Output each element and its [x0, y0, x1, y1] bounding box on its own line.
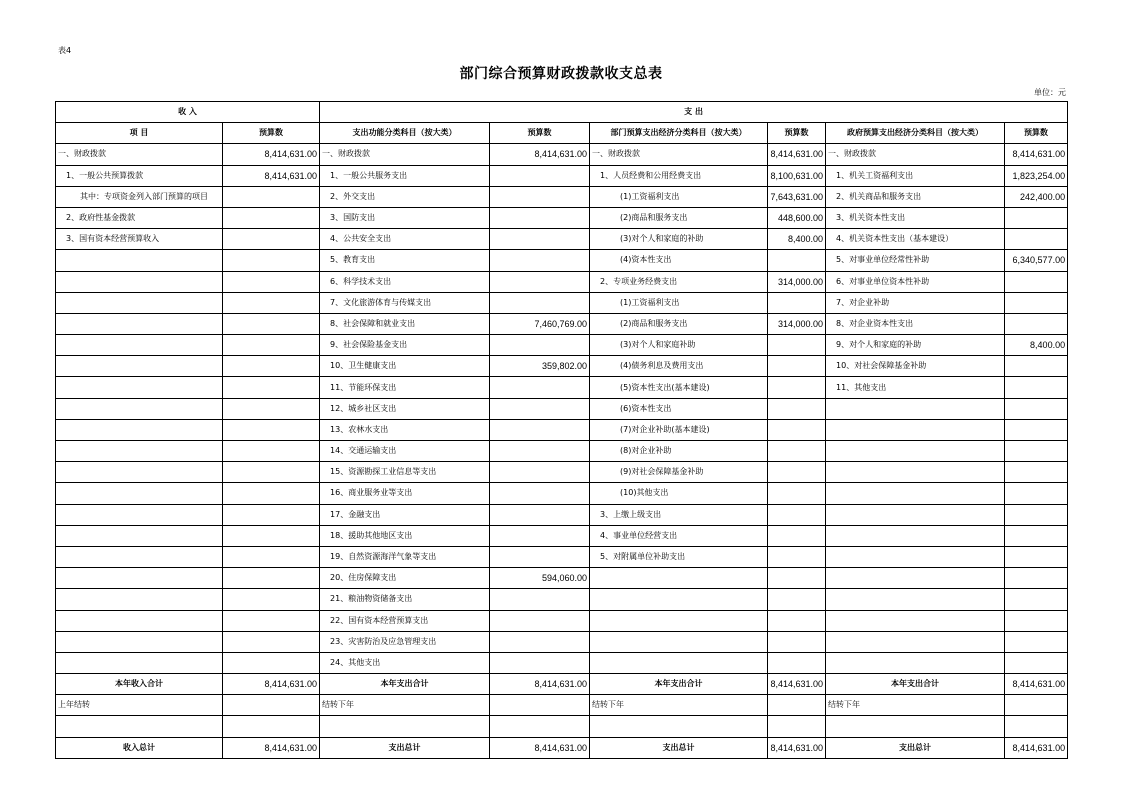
- income-item-cell: [56, 356, 223, 377]
- group-header-row: [56, 102, 1068, 123]
- function-amount-cell: [490, 546, 590, 567]
- gov-econ-item-cell: 1、机关工资福利支出: [826, 165, 1005, 186]
- income-amount-cell: [223, 441, 320, 462]
- gov-econ-item-cell: [826, 419, 1005, 440]
- function-item-cell: 15、资源勘探工业信息等支出: [320, 462, 490, 483]
- function-item-cell: 8、社会保障和就业支出: [320, 313, 490, 334]
- dept-econ-amount-cell: 8,400.00: [768, 229, 826, 250]
- dept-econ-amount-cell: [768, 419, 826, 440]
- dept-econ-amount-cell: 314,000.00: [768, 271, 826, 292]
- income-amount-cell: [223, 589, 320, 610]
- function-item-cell: 12、城乡社区支出: [320, 398, 490, 419]
- dept-econ-item-cell: [590, 631, 768, 652]
- gov-econ-amount-cell: [1005, 652, 1068, 673]
- dept-econ-amount-cell: [768, 398, 826, 419]
- empty-cell: [320, 716, 490, 737]
- income-amount-cell: 8,414,631.00: [223, 144, 320, 165]
- income-item-cell: 本年收入合计: [56, 674, 223, 695]
- function-item-cell: 20、住房保障支出: [320, 568, 490, 589]
- gov-econ-item-cell: [826, 483, 1005, 504]
- gov-econ-amount-cell: [1005, 356, 1068, 377]
- function-amount-cell: 7,460,769.00: [490, 313, 590, 334]
- income-amount-cell: 8,414,631.00: [223, 674, 320, 695]
- dept-econ-item-cell: (2)商品和服务支出: [590, 207, 768, 228]
- income-item-cell: [56, 525, 223, 546]
- gov-econ-item-cell: 2、机关商品和服务支出: [826, 186, 1005, 207]
- function-amount-cell: 8,414,631.00: [490, 737, 590, 758]
- table-row: [56, 165, 1068, 186]
- gov-econ-item-cell: 4、机关资本性支出（基本建设）: [826, 229, 1005, 250]
- dept-econ-item-cell: [590, 589, 768, 610]
- gov-econ-amount-cell: [1005, 568, 1068, 589]
- table-row: [56, 144, 1068, 165]
- income-group-header: 收 入: [56, 102, 320, 123]
- dept-econ-amount-cell: [768, 483, 826, 504]
- gov-econ-item-cell: 结转下年: [826, 695, 1005, 716]
- function-amount-cell: [490, 589, 590, 610]
- column-header: 支出功能分类科目（按大类）: [320, 123, 490, 144]
- function-item-cell: 7、文化旅游体育与传媒支出: [320, 292, 490, 313]
- dept-econ-item-cell: 本年支出合计: [590, 674, 768, 695]
- income-item-cell: [56, 377, 223, 398]
- empty-cell: [768, 716, 826, 737]
- function-item-cell: 1、一般公共服务支出: [320, 165, 490, 186]
- income-item-cell: [56, 292, 223, 313]
- income-item-cell: [56, 483, 223, 504]
- gov-econ-amount-cell: 242,400.00: [1005, 186, 1068, 207]
- gov-econ-amount-cell: [1005, 419, 1068, 440]
- column-header: 预算数: [223, 123, 320, 144]
- dept-econ-item-cell: 结转下年: [590, 695, 768, 716]
- dept-econ-item-cell: (9)对社会保障基金补助: [590, 462, 768, 483]
- function-amount-cell: [490, 271, 590, 292]
- page-title: 部门综合预算财政拨款收支总表: [459, 66, 663, 82]
- function-amount-cell: 8,414,631.00: [490, 674, 590, 695]
- gov-econ-item-cell: 8、对企业资本性支出: [826, 313, 1005, 334]
- table-row: [56, 652, 1068, 673]
- function-amount-cell: [490, 377, 590, 398]
- table-row: [56, 250, 1068, 271]
- function-item-cell: 18、援助其他地区支出: [320, 525, 490, 546]
- dept-econ-amount-cell: [768, 292, 826, 313]
- function-item-cell: 2、外交支出: [320, 186, 490, 207]
- function-amount-cell: [490, 250, 590, 271]
- year-total-row: [56, 674, 1068, 695]
- dept-econ-item-cell: 4、事业单位经营支出: [590, 525, 768, 546]
- income-item-cell: [56, 335, 223, 356]
- function-amount-cell: [490, 483, 590, 504]
- unit-label: 单位：元: [1034, 88, 1066, 97]
- dept-econ-item-cell: 1、人员经费和公用经费支出: [590, 165, 768, 186]
- expense-group-header: 支 出: [320, 102, 1068, 123]
- dept-econ-amount-cell: [768, 652, 826, 673]
- dept-econ-amount-cell: [768, 462, 826, 483]
- income-amount-cell: 8,414,631.00: [223, 165, 320, 186]
- dept-econ-item-cell: [590, 610, 768, 631]
- carry-over-row: [56, 695, 1068, 716]
- income-amount-cell: [223, 207, 320, 228]
- gov-econ-amount-cell: [1005, 441, 1068, 462]
- dept-econ-amount-cell: 448,600.00: [768, 207, 826, 228]
- function-item-cell: 5、教育支出: [320, 250, 490, 271]
- gov-econ-item-cell: [826, 568, 1005, 589]
- table-row: [56, 398, 1068, 419]
- gov-econ-item-cell: [826, 462, 1005, 483]
- function-item-cell: 6、科学技术支出: [320, 271, 490, 292]
- column-header: 预算数: [1005, 123, 1068, 144]
- gov-econ-amount-cell: [1005, 377, 1068, 398]
- gov-econ-amount-cell: [1005, 610, 1068, 631]
- gov-econ-amount-cell: [1005, 398, 1068, 419]
- income-amount-cell: [223, 631, 320, 652]
- dept-econ-amount-cell: 8,414,631.00: [768, 737, 826, 758]
- function-item-cell: 11、节能环保支出: [320, 377, 490, 398]
- gov-econ-amount-cell: [1005, 313, 1068, 334]
- empty-cell: [56, 716, 223, 737]
- gov-econ-amount-cell: [1005, 525, 1068, 546]
- dept-econ-amount-cell: 314,000.00: [768, 313, 826, 334]
- gov-econ-amount-cell: [1005, 504, 1068, 525]
- function-item-cell: 本年支出合计: [320, 674, 490, 695]
- gov-econ-item-cell: 7、对企业补助: [826, 292, 1005, 313]
- income-amount-cell: [223, 652, 320, 673]
- empty-cell: [1005, 716, 1068, 737]
- table-row: [56, 462, 1068, 483]
- function-amount-cell: 8,414,631.00: [490, 144, 590, 165]
- gov-econ-amount-cell: 1,823,254.00: [1005, 165, 1068, 186]
- dept-econ-item-cell: (7)对企业补助(基本建设): [590, 419, 768, 440]
- spacer-row: [56, 716, 1068, 737]
- function-item-cell: 22、国有资本经营预算支出: [320, 610, 490, 631]
- dept-econ-item-cell: (10)其他支出: [590, 483, 768, 504]
- income-amount-cell: [223, 568, 320, 589]
- income-item-cell: [56, 462, 223, 483]
- gov-econ-item-cell: [826, 610, 1005, 631]
- income-amount-cell: [223, 271, 320, 292]
- function-amount-cell: 594,060.00: [490, 568, 590, 589]
- income-amount-cell: [223, 504, 320, 525]
- gov-econ-item-cell: 9、对个人和家庭的补助: [826, 335, 1005, 356]
- function-item-cell: 一、财政拨款: [320, 144, 490, 165]
- gov-econ-amount-cell: 6,340,577.00: [1005, 250, 1068, 271]
- table-row: [56, 504, 1068, 525]
- function-amount-cell: [490, 610, 590, 631]
- function-amount-cell: [490, 631, 590, 652]
- income-amount-cell: [223, 229, 320, 250]
- gov-econ-item-cell: [826, 546, 1005, 567]
- income-item-cell: [56, 631, 223, 652]
- empty-cell: [826, 716, 1005, 737]
- dept-econ-amount-cell: [768, 356, 826, 377]
- income-item-cell: 其中：专项资金列入部门预算的项目: [56, 186, 223, 207]
- table-row: [56, 377, 1068, 398]
- income-item-cell: [56, 313, 223, 334]
- dept-econ-amount-cell: 8,100,631.00: [768, 165, 826, 186]
- income-item-cell: [56, 419, 223, 440]
- function-item-cell: 16、商业服务业等支出: [320, 483, 490, 504]
- column-header-row: [56, 123, 1068, 144]
- dept-econ-item-cell: [590, 652, 768, 673]
- gov-econ-amount-cell: [1005, 589, 1068, 610]
- dept-econ-item-cell: (2)商品和服务支出: [590, 313, 768, 334]
- table-row: [56, 292, 1068, 313]
- function-item-cell: 支出总计: [320, 737, 490, 758]
- dept-econ-amount-cell: [768, 546, 826, 567]
- dept-econ-amount-cell: [768, 695, 826, 716]
- table-row: [56, 186, 1068, 207]
- function-item-cell: 13、农林水支出: [320, 419, 490, 440]
- function-amount-cell: [490, 441, 590, 462]
- function-item-cell: 24、其他支出: [320, 652, 490, 673]
- dept-econ-amount-cell: [768, 525, 826, 546]
- function-amount-cell: [490, 419, 590, 440]
- gov-econ-amount-cell: [1005, 207, 1068, 228]
- dept-econ-amount-cell: [768, 568, 826, 589]
- gov-econ-item-cell: 本年支出合计: [826, 674, 1005, 695]
- income-amount-cell: [223, 398, 320, 419]
- gov-econ-amount-cell: [1005, 483, 1068, 504]
- table-row: [56, 483, 1068, 504]
- income-item-cell: [56, 441, 223, 462]
- empty-cell: [490, 716, 590, 737]
- dept-econ-item-cell: 2、专项业务经费支出: [590, 271, 768, 292]
- gov-econ-amount-cell: 8,414,631.00: [1005, 737, 1068, 758]
- income-item-cell: 上年结转: [56, 695, 223, 716]
- table-row: [56, 229, 1068, 250]
- income-item-cell: [56, 398, 223, 419]
- income-item-cell: 一、财政拨款: [56, 144, 223, 165]
- dept-econ-item-cell: (3)对个人和家庭补助: [590, 335, 768, 356]
- column-header: 项 目: [56, 123, 223, 144]
- dept-econ-amount-cell: [768, 610, 826, 631]
- dept-econ-item-cell: 一、财政拨款: [590, 144, 768, 165]
- income-amount-cell: [223, 462, 320, 483]
- table-row: [56, 610, 1068, 631]
- gov-econ-item-cell: 一、财政拨款: [826, 144, 1005, 165]
- function-item-cell: 21、粮油物资储备支出: [320, 589, 490, 610]
- dept-econ-amount-cell: [768, 377, 826, 398]
- income-amount-cell: [223, 546, 320, 567]
- income-amount-cell: [223, 419, 320, 440]
- income-amount-cell: [223, 186, 320, 207]
- income-item-cell: [56, 271, 223, 292]
- dept-econ-item-cell: (5)资本性支出(基本建设): [590, 377, 768, 398]
- dept-econ-item-cell: (8)对企业补助: [590, 441, 768, 462]
- function-amount-cell: [490, 462, 590, 483]
- function-amount-cell: [490, 186, 590, 207]
- table-row: [56, 356, 1068, 377]
- gov-econ-item-cell: 5、对事业单位经常性补助: [826, 250, 1005, 271]
- function-amount-cell: [490, 398, 590, 419]
- function-amount-cell: [490, 695, 590, 716]
- dept-econ-amount-cell: 8,414,631.00: [768, 144, 826, 165]
- gov-econ-item-cell: [826, 589, 1005, 610]
- function-item-cell: 17、金融支出: [320, 504, 490, 525]
- gov-econ-item-cell: 3、机关资本性支出: [826, 207, 1005, 228]
- income-item-cell: 1、一般公共预算拨款: [56, 165, 223, 186]
- income-amount-cell: [223, 483, 320, 504]
- dept-econ-item-cell: (4)债务利息及费用支出: [590, 356, 768, 377]
- function-amount-cell: [490, 504, 590, 525]
- function-item-cell: 结转下年: [320, 695, 490, 716]
- function-item-cell: 19、自然资源海洋气象等支出: [320, 546, 490, 567]
- table-row: [56, 419, 1068, 440]
- dept-econ-amount-cell: [768, 250, 826, 271]
- income-amount-cell: [223, 313, 320, 334]
- function-amount-cell: [490, 525, 590, 546]
- income-amount-cell: [223, 292, 320, 313]
- gov-econ-item-cell: [826, 525, 1005, 546]
- dept-econ-amount-cell: [768, 631, 826, 652]
- dept-econ-amount-cell: [768, 504, 826, 525]
- empty-cell: [590, 716, 768, 737]
- income-amount-cell: [223, 377, 320, 398]
- function-item-cell: 23、灾害防治及应急管理支出: [320, 631, 490, 652]
- gov-econ-amount-cell: [1005, 695, 1068, 716]
- function-amount-cell: [490, 335, 590, 356]
- gov-econ-amount-cell: [1005, 229, 1068, 250]
- income-amount-cell: [223, 610, 320, 631]
- income-item-cell: [56, 504, 223, 525]
- column-header: 部门预算支出经济分类科目（按大类）: [590, 123, 768, 144]
- income-amount-cell: [223, 250, 320, 271]
- dept-econ-item-cell: 3、上缴上级支出: [590, 504, 768, 525]
- table-row: [56, 441, 1068, 462]
- dept-econ-amount-cell: 7,643,631.00: [768, 186, 826, 207]
- table-row: [56, 525, 1068, 546]
- gov-econ-item-cell: 6、对事业单位资本性补助: [826, 271, 1005, 292]
- gov-econ-amount-cell: [1005, 631, 1068, 652]
- income-item-cell: [56, 546, 223, 567]
- dept-econ-item-cell: (1)工资福利支出: [590, 186, 768, 207]
- empty-cell: [223, 716, 320, 737]
- function-amount-cell: [490, 207, 590, 228]
- column-header: 预算数: [768, 123, 826, 144]
- function-item-cell: 10、卫生健康支出: [320, 356, 490, 377]
- gov-econ-item-cell: [826, 398, 1005, 419]
- dept-econ-item-cell: [590, 568, 768, 589]
- gov-econ-amount-cell: [1005, 546, 1068, 567]
- dept-econ-amount-cell: [768, 589, 826, 610]
- gov-econ-amount-cell: 8,400.00: [1005, 335, 1068, 356]
- gov-econ-item-cell: 11、其他支出: [826, 377, 1005, 398]
- function-amount-cell: [490, 229, 590, 250]
- column-header: 预算数: [490, 123, 590, 144]
- income-amount-cell: 8,414,631.00: [223, 737, 320, 758]
- gov-econ-item-cell: 支出总计: [826, 737, 1005, 758]
- gov-econ-amount-cell: [1005, 292, 1068, 313]
- income-amount-cell: [223, 525, 320, 546]
- function-item-cell: 3、国防支出: [320, 207, 490, 228]
- table-row: [56, 589, 1068, 610]
- dept-econ-amount-cell: [768, 441, 826, 462]
- table-row: [56, 335, 1068, 356]
- function-item-cell: 4、公共安全支出: [320, 229, 490, 250]
- income-amount-cell: [223, 335, 320, 356]
- grand-total-row: [56, 737, 1068, 758]
- dept-econ-amount-cell: 8,414,631.00: [768, 674, 826, 695]
- table-number: 表4: [58, 46, 72, 55]
- gov-econ-item-cell: [826, 504, 1005, 525]
- dept-econ-item-cell: (6)资本性支出: [590, 398, 768, 419]
- dept-econ-item-cell: 支出总计: [590, 737, 768, 758]
- income-item-cell: [56, 568, 223, 589]
- budget-table: [55, 101, 1068, 759]
- gov-econ-amount-cell: 8,414,631.00: [1005, 674, 1068, 695]
- gov-econ-amount-cell: [1005, 462, 1068, 483]
- gov-econ-item-cell: [826, 441, 1005, 462]
- function-amount-cell: [490, 292, 590, 313]
- gov-econ-item-cell: [826, 631, 1005, 652]
- function-amount-cell: 359,802.00: [490, 356, 590, 377]
- table-row: [56, 271, 1068, 292]
- income-amount-cell: [223, 356, 320, 377]
- gov-econ-item-cell: 10、对社会保障基金补助: [826, 356, 1005, 377]
- income-amount-cell: [223, 695, 320, 716]
- function-amount-cell: [490, 165, 590, 186]
- gov-econ-item-cell: [826, 652, 1005, 673]
- function-item-cell: 9、社会保险基金支出: [320, 335, 490, 356]
- function-amount-cell: [490, 652, 590, 673]
- table-row: [56, 631, 1068, 652]
- dept-econ-amount-cell: [768, 335, 826, 356]
- table-row: [56, 207, 1068, 228]
- income-item-cell: [56, 610, 223, 631]
- dept-econ-item-cell: 5、对附属单位补助支出: [590, 546, 768, 567]
- dept-econ-item-cell: (4)资本性支出: [590, 250, 768, 271]
- income-item-cell: 3、国有资本经营预算收入: [56, 229, 223, 250]
- table-row: [56, 546, 1068, 567]
- income-item-cell: 收入总计: [56, 737, 223, 758]
- gov-econ-amount-cell: [1005, 271, 1068, 292]
- income-item-cell: [56, 652, 223, 673]
- table-row: [56, 568, 1068, 589]
- gov-econ-amount-cell: 8,414,631.00: [1005, 144, 1068, 165]
- function-item-cell: 14、交通运输支出: [320, 441, 490, 462]
- income-item-cell: 2、政府性基金拨款: [56, 207, 223, 228]
- income-item-cell: [56, 250, 223, 271]
- table-row: [56, 313, 1068, 334]
- income-item-cell: [56, 589, 223, 610]
- dept-econ-item-cell: (1)工资福利支出: [590, 292, 768, 313]
- column-header: 政府预算支出经济分类科目（按大类）: [826, 123, 1005, 144]
- dept-econ-item-cell: (3)对个人和家庭的补助: [590, 229, 768, 250]
